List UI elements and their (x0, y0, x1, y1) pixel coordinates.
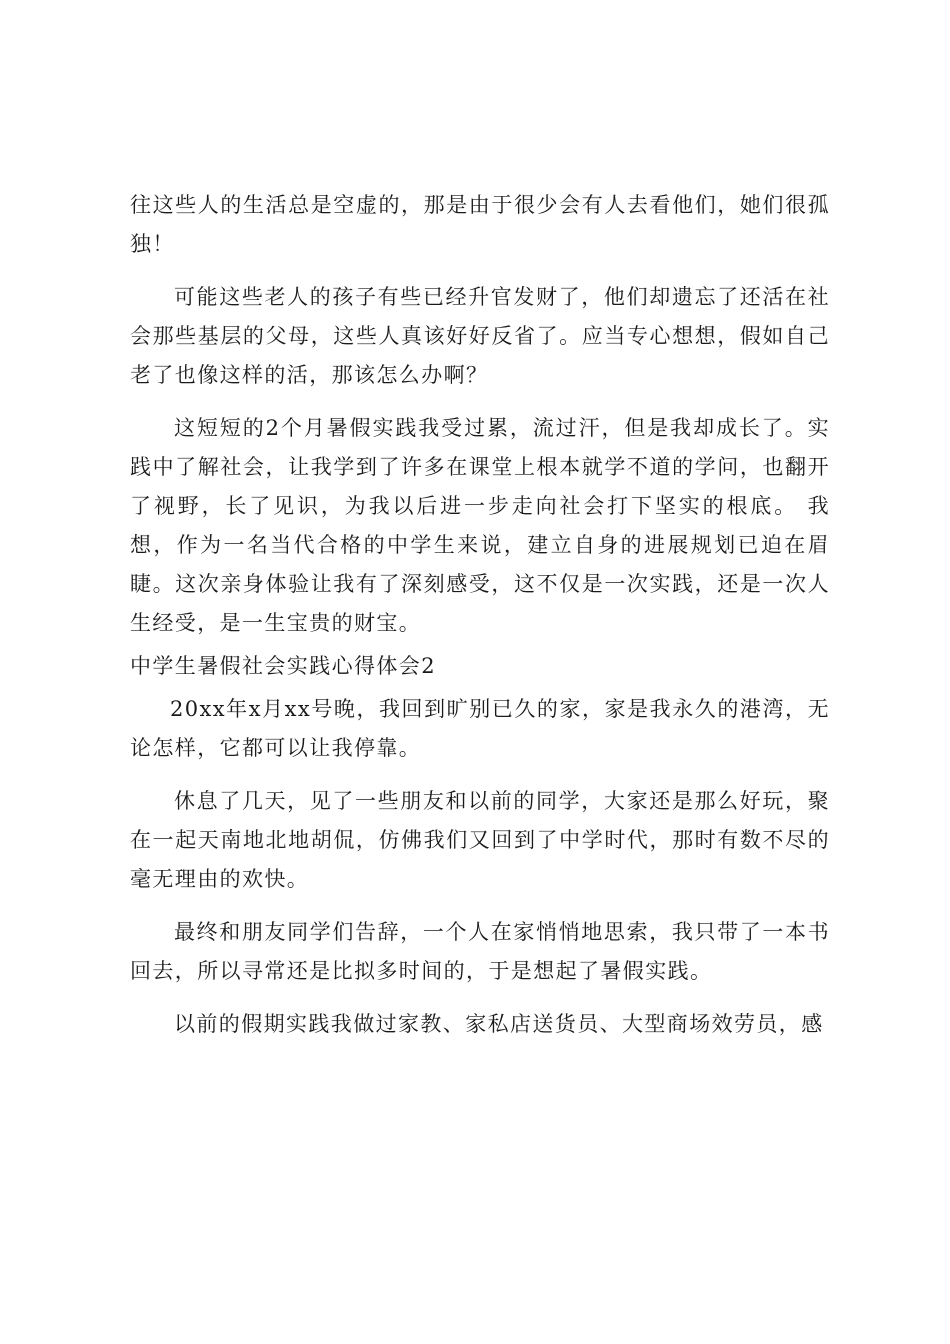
paragraph-4: 20xx年x月xx号晚，我回到旷别已久的家，家是我永久的港湾，无论怎样，它都可以让我停靠。 (130, 697, 830, 760)
document-body (130, 186, 830, 1044)
paragraph-7: 以前的假期实践我做过家教、家私店送货员、大型商场效劳员，感 (174, 1012, 824, 1036)
paragraph-2: 可能这些老人的孩子有些已经升官发财了，他们却遗忘了还活在社会那些基层的父母，这些人真该好好反省了。应当专心想想，假如自己老了也像这样的活，那该怎么办啊？ (130, 285, 830, 387)
paragraph-5: 休息了几天，见了一些朋友和以前的同学，大家还是那么好玩，聚在一起天南地北地胡侃，仿佛我们又回到了中学时代，那时有数不尽的毫无理由的欢快。 (130, 789, 830, 891)
paragraph-6: 最终和朋友同学们告辞，一个人在家悄悄地思索，我只带了一本书回去，所以寻常还是比拟多时间的，于是想起了暑假实践。 (130, 920, 830, 983)
paragraph-3: 这短短的2个月暑假实践我受过累，流过汗，但是我却成长了。实践中了解社会，让我学到了许多在课堂上根本就学不道的学问，也翻开了视野，长了见识，为我以后进一步走向社会打下坚实的根底。 我想，作为一名当代合格的中学生来说，建立自身的进展规划已迫在眉睫。这次亲身体验让我有了深刻感受，这不仅是一次实践，还是一次人生经受，是一生宝贵的财宝。 (130, 416, 830, 635)
section-heading: 中学生暑假社会实践心得体会2 (130, 654, 436, 678)
paragraph-1: 往这些人的生活总是空虚的，那是由于很少会有人去看他们，她们很孤独！ (130, 193, 830, 256)
